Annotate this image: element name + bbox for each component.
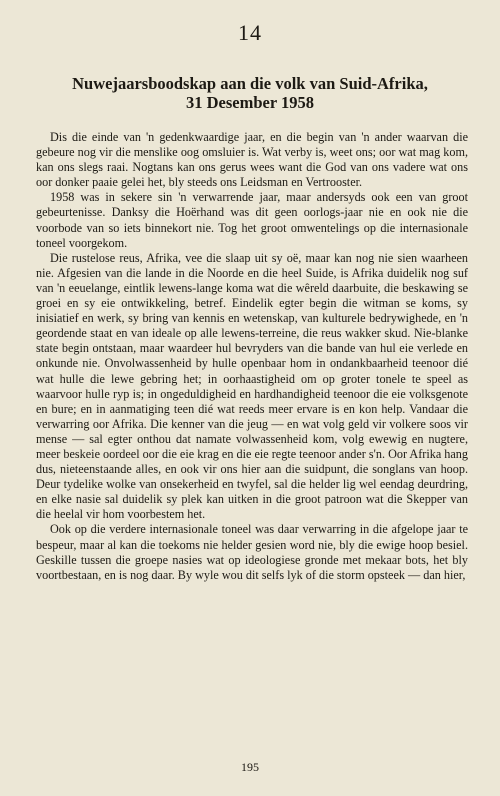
- chapter-number: 14: [238, 20, 262, 45]
- paragraph-1: Dis die einde van 'n gedenkwaardige jaar, en die begin van 'n ander waarvan die gebeure nog vir die menslike oog omsluier is. Wat verby is, weet ons; oor wat mag kom, kan ons slegs raai. Nogtans kan ons gerus wees want die God van ons vadere wat ons oor donker paaie gelei het, bly steeds ons Leidsman en Vertrooster.: [36, 130, 468, 190]
- chapter-title-line-1: Nuwejaarsboodskap aan die volk van Suid-Afrika,: [72, 74, 428, 93]
- chapter-title: [0, 74, 500, 112]
- body-text: [36, 130, 468, 583]
- paragraph-3: Die rustelose reus, Afrika, vee die slaap uit sy oë, maar kan nog nie sien waarheen nie. Afgesien van die lande in die Noorde en die heel Suide, is Afrika duidelik nog suf van 'n eeuelange, eintlik lewens-lange koma wat die wêreld daarbuite, die beskawing se groei en sy eie ontwikkeling, betref. Eindelik egter begin die witman se koms, sy inisiatief en werk, sy bring van kennis en wetenskap, van kulturele bedrywighede, en 'n geordende staat en van ideale op alle lewens-terreine, die reus wakker skud. Nie-blanke state begin ontstaan, maar waardeer hul bevryders van die bande van hul eie verlede en onkunde nie. Onvolwassenheid by hulle openbaar hom in ondankbaarheid teenoor dié wat hulle die lewe gebring het; in oorhaastigheid om op groter tonele te speel as waarvoor hulle ryp is; in ongeduldigheid en hardhandigheid teenoor die eie volksgenote en bure; en in aanmatiging teen dié wat reeds meer ervare is en kon help. Vandaar die verwarring oor Afrika. Die kenner van die jeug — en wat volg geld vir volkere soos vir mense — sal egter onthou dat namate volwassenheid kom, volg ewewig en nugtere, meer beskeie oordeel oor die eie krag en die eie regte teenoor ander s'n. Oor Afrika hang dus, nieteenstaande alles, en ook vir ons hier aan die suidpunt, die songlans van hoop. Deur tydelike wolke van onsekerheid en twyfel, sal die helder lig wel eendag deurdring, en elke nasie sal duidelik sy plek kan uitken in die groot patroon wat die Skepper van die heelal vir hom voorbestem het.: [36, 250, 468, 522]
- paragraph-2: 1958 was in sekere sin 'n verwarrende jaar, maar andersyds ook een van groot gebeurtenisse. Danksy die Hoërhand was dit geen oorlogs-jaar nie en ook nie die voorbode van so iets binnekort nie. Tog het groot omwentelings op die internasionale toneel voorgekom.: [36, 190, 468, 250]
- paragraph-4: Ook op die verdere internasionale toneel was daar verwarring in die afgelope jaar te bespeur, maar al kan die toekoms nie helder gesien word nie, bly die ewige hoop besiel. Geskille tussen die groepe nasies wat op ideologiese gronde met mekaar bots, het bly voortbestaan, en is nog daar. By wyle wou dit selfs lyk of die storm opsteek — dan hier,: [36, 522, 468, 582]
- page-number: 195: [241, 760, 259, 774]
- chapter-title-line-2: 31 Desember 1958: [185, 93, 314, 112]
